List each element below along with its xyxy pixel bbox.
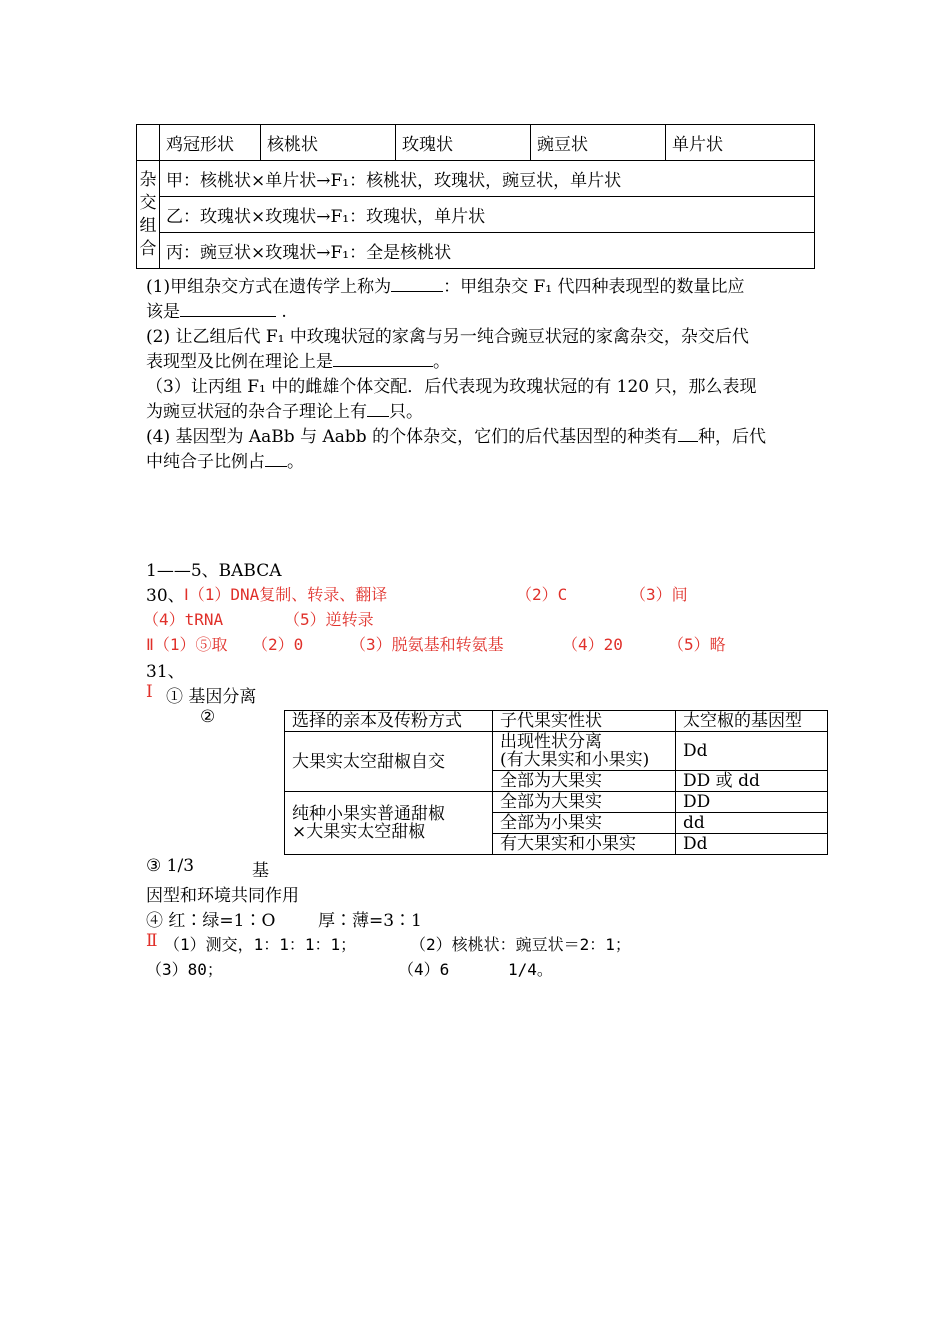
answer-31-I-4a: ④ 红∶绿=1∶O	[146, 911, 276, 931]
header-cell: 鸡冠形状	[160, 125, 261, 161]
genotype-cell: Dd	[676, 834, 828, 855]
header-cell: 玫瑰状	[396, 125, 531, 161]
cross-row-jia: 甲：核桃状×单片状→F₁：核桃状，玫瑰状，豌豆状，单片状	[160, 161, 815, 197]
question-1-line-2	[146, 297, 287, 322]
question-text: 为豌豆状冠的杂合子理论上有	[146, 402, 367, 422]
answer-31-II-5: 1/4。	[508, 960, 553, 979]
label-char: 交	[139, 192, 157, 213]
trait-cell: 全部为大果实	[493, 771, 676, 792]
answer-31-I-3b: 基	[252, 861, 269, 881]
trait-cell: 全部为大果实	[493, 792, 676, 813]
parent-text: 纯种小果实普通甜椒	[292, 804, 445, 824]
question-4-line-1	[146, 422, 766, 447]
answer-31-II-4: （4）6	[398, 960, 450, 979]
parent-cell	[285, 792, 493, 855]
answer-blank	[180, 300, 276, 317]
question-2-line-2	[146, 347, 450, 372]
header-cell: 选择的亲本及传粉方式	[285, 711, 493, 732]
parent-text: ×大果实太空甜椒	[292, 822, 426, 842]
genotype-cell: Dd	[676, 732, 828, 771]
answer-30-II-1: Ⅱ（1）⑤取	[146, 635, 228, 654]
answer-30-I-4: （4）tRNA	[143, 610, 224, 629]
answer-31-I-2: ②	[200, 707, 216, 727]
question-3-line-2	[146, 397, 423, 422]
genotype-cell: DD	[676, 792, 828, 813]
table-header-row	[285, 711, 828, 732]
answer-30-label: 30、	[146, 586, 185, 606]
answer-1-5: 1——5、BABCA	[146, 561, 282, 581]
answer-30-I-3: （3）间	[630, 585, 688, 604]
question-4-line-2	[146, 447, 304, 472]
question-3-line-1: （3）让丙组 F₁ 中的雌雄个体交配．后代表现为玫瑰状冠的有 120 只，那么表现	[146, 377, 757, 397]
answer-31-II-1: （1）测交，1：1：1：1；	[164, 935, 357, 954]
question-text: (1)甲组杂交方式在遗传学上称为	[146, 277, 392, 297]
answer-31-II-3: （3）80；	[146, 960, 223, 979]
answer-31-I-4b: 厚∶薄=3∶1	[318, 911, 422, 931]
row-group-label	[137, 161, 160, 269]
question-text: 种，后代	[698, 427, 767, 447]
trait-text: 出现性状分离	[500, 732, 602, 752]
table-row	[137, 233, 815, 269]
answer-30-II-5: （5）略	[668, 635, 726, 654]
answer-blank	[367, 400, 389, 417]
question-2-line-1: (2) 让乙组后代 F₁ 中玫瑰状冠的家禽与另一纯合豌豆状冠的家禽杂交，杂交后代	[146, 327, 749, 347]
answer-31-I-mark: Ⅰ	[146, 682, 153, 702]
question-text: 。	[287, 452, 304, 472]
label-char: 合	[139, 238, 157, 259]
table-row	[285, 732, 828, 771]
answer-31-II-mark: Ⅱ	[146, 931, 158, 951]
pepper-genotype-table	[284, 710, 828, 855]
table-row	[137, 161, 815, 197]
table-row	[137, 197, 815, 233]
answer-blank	[265, 450, 287, 467]
question-text: ：甲组杂交 F₁ 代四种表现型的数量比应	[443, 277, 745, 297]
answer-blank	[333, 350, 433, 367]
header-cell: 单片状	[666, 125, 815, 161]
header-cell: 太空椒的基因型	[676, 711, 828, 732]
cross-table	[136, 124, 815, 269]
question-text: .	[276, 302, 287, 322]
genotype-cell: dd	[676, 813, 828, 834]
cross-row-bing: 丙：豌豆状×玫瑰状→F₁：全是核桃状	[160, 233, 815, 269]
question-text: 中纯合子比例占	[146, 452, 265, 472]
question-text: 该是	[146, 302, 180, 322]
answer-31-label: 31、	[146, 662, 185, 682]
trait-text: (有大果实和小果实)	[500, 750, 650, 770]
answer-30-II-2: （2）0	[252, 635, 304, 654]
cross-row-yi: 乙：玫瑰状×玫瑰状→F₁：玫瑰状，单片状	[160, 197, 815, 233]
answer-31-I-3c: 因型和环境共同作用	[146, 886, 299, 906]
answer-blank	[391, 275, 443, 292]
answer-blank	[678, 425, 698, 442]
answer-30-II-4: （4）20	[562, 635, 623, 654]
genotype-cell: DD 或 dd	[676, 771, 828, 792]
answer-30-I-2: （2）C	[516, 585, 568, 604]
header-cell: 豌豆状	[531, 125, 666, 161]
question-1-line-1	[146, 272, 745, 297]
trait-cell: 全部为小果实	[493, 813, 676, 834]
table-header-row	[137, 125, 815, 161]
answer-31-I-3a: ③ 1/3	[146, 856, 195, 876]
answer-31-I-1: ① 基因分离	[166, 687, 257, 707]
question-text: 。	[433, 352, 450, 372]
label-char: 杂	[139, 169, 157, 190]
table-row	[285, 792, 828, 813]
trait-cell	[493, 732, 676, 771]
question-text: 只。	[389, 402, 423, 422]
answer-30-II-3: （3）脱氨基和转氨基	[350, 635, 504, 654]
answer-30-I-1: Ⅰ（1）DNA复制、转录、翻译	[184, 585, 388, 604]
label-char: 组	[139, 215, 157, 236]
table-corner-cell	[137, 125, 160, 161]
header-cell: 核桃状	[261, 125, 396, 161]
question-text: (4) 基因型为 AaBb 与 Aabb 的个体杂交，它们的后代基因型的种类有	[146, 427, 679, 447]
answer-30-I-5: （5）逆转录	[284, 610, 374, 629]
header-cell: 子代果实性状	[493, 711, 676, 732]
parent-cell: 大果实太空甜椒自交	[285, 732, 493, 792]
trait-cell: 有大果实和小果实	[493, 834, 676, 855]
answer-31-II-2: （2）核桃状：豌豆状＝2：1；	[410, 935, 631, 954]
question-text: 表现型及比例在理论上是	[146, 352, 333, 372]
